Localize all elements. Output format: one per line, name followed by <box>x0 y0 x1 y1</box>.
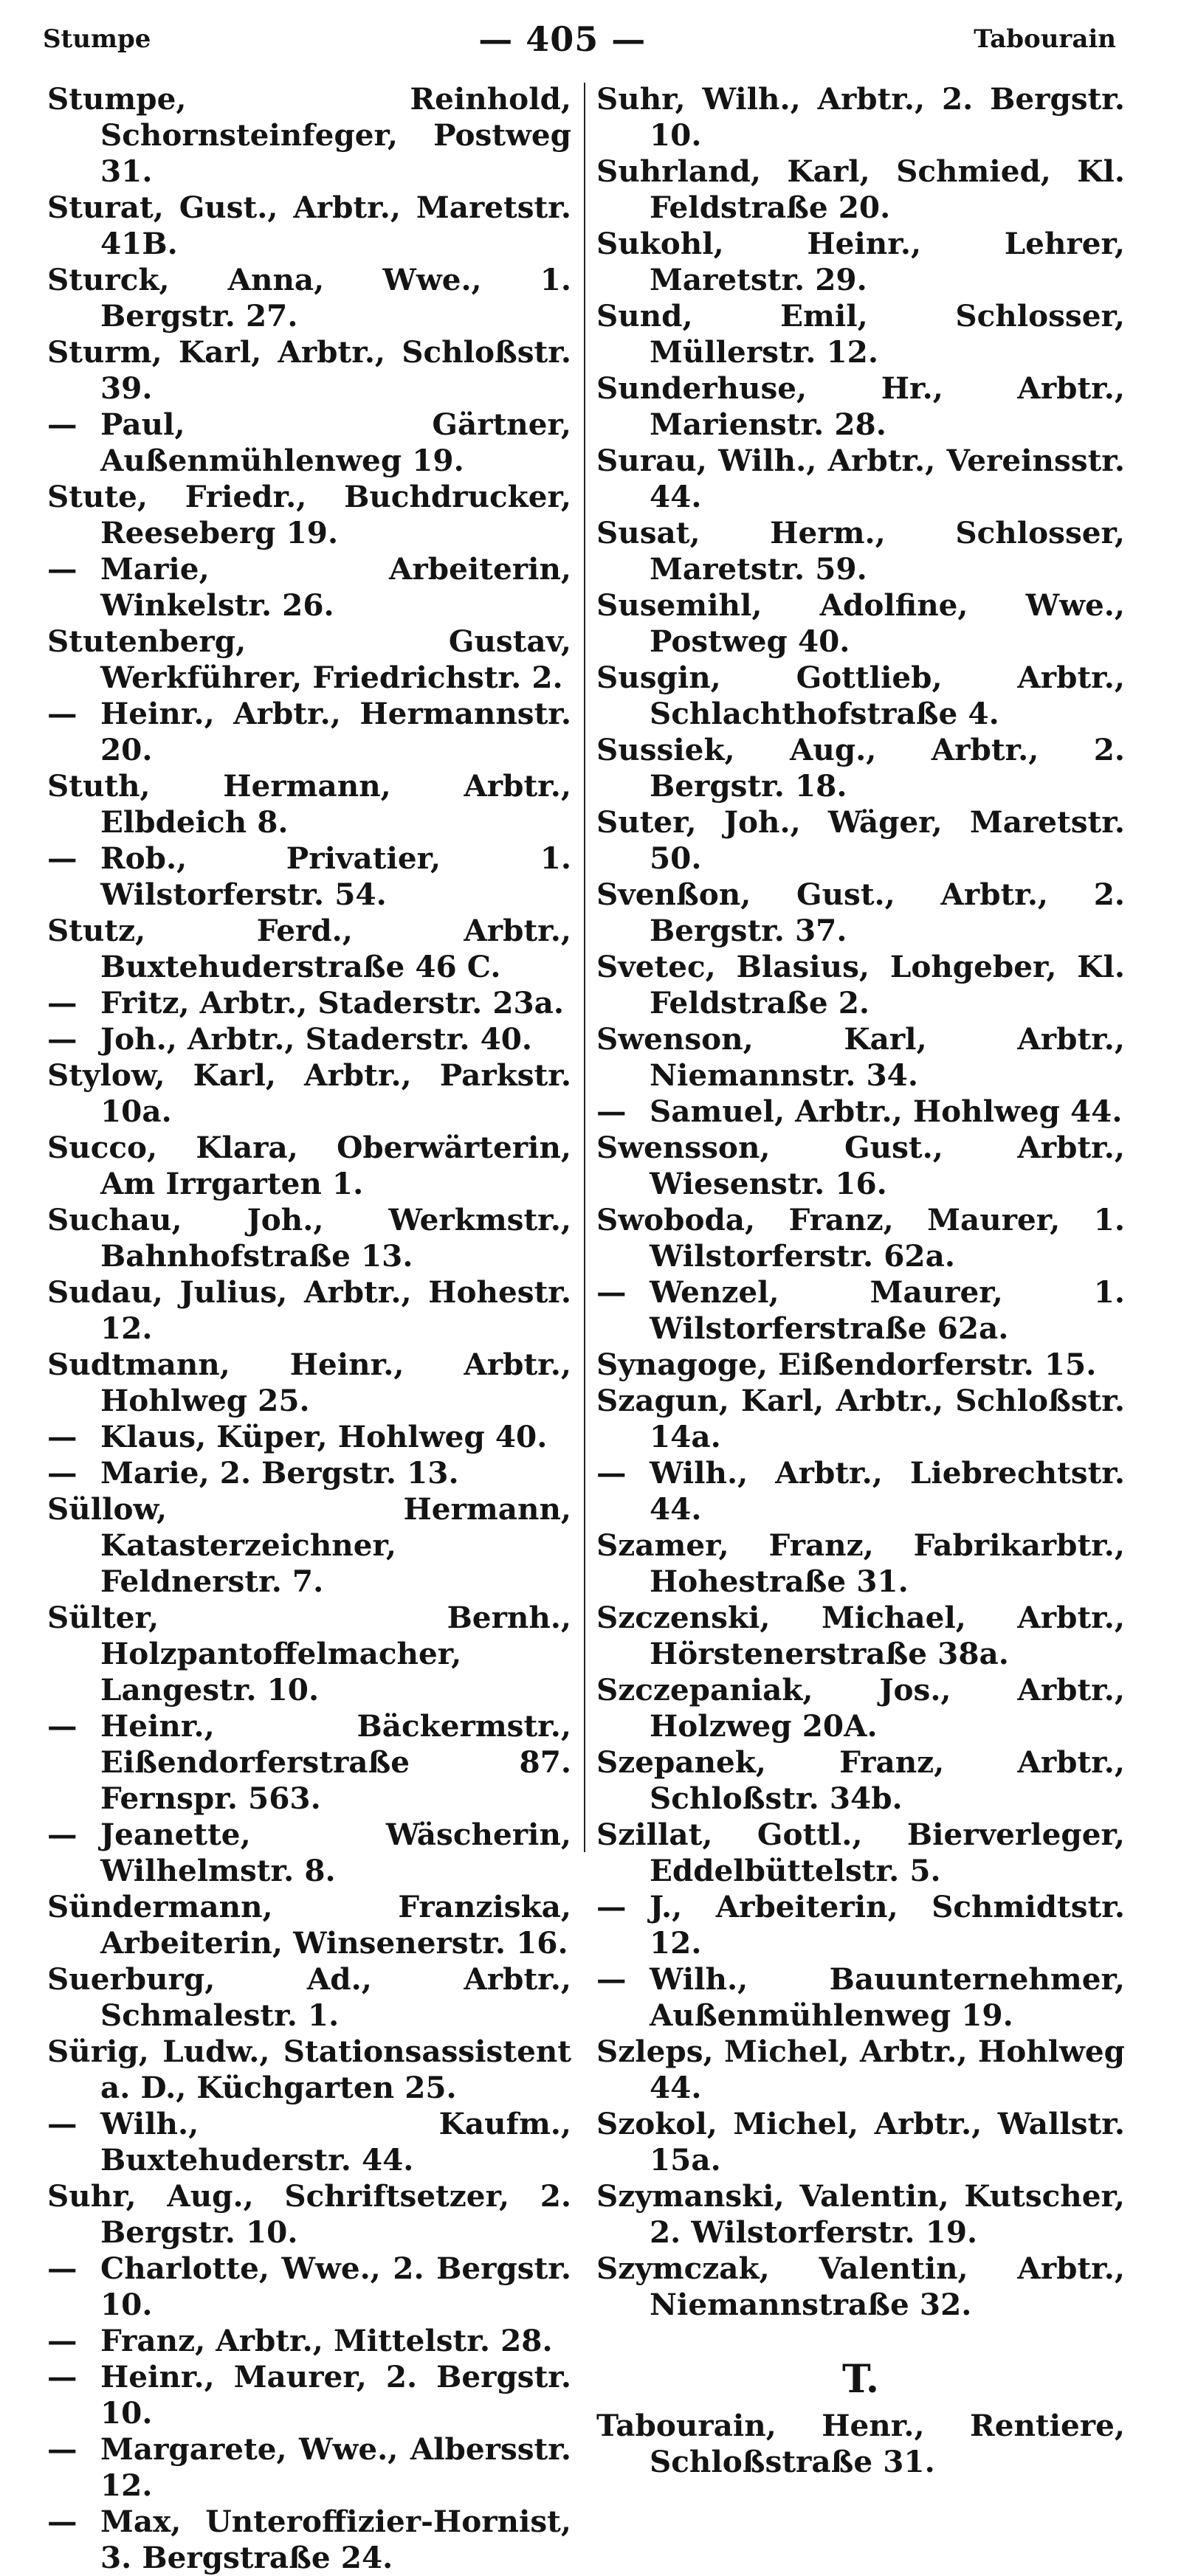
ditto-dash: — <box>47 1708 78 1744</box>
directory-entry <box>596 1672 1125 1744</box>
ditto-dash: — <box>47 1817 78 1852</box>
entry-text: Sündermann, Franziska, Arbeiterin, Winsenerstr. 16. <box>47 1889 571 1961</box>
entry-text: Rob., Privatier, 1. Wilstorferstr. 54. <box>100 840 571 912</box>
entry-text: Sturck, Anna, Wwe., 1. Bergstr. 27. <box>47 262 571 334</box>
entry-text: Svetec, Blasius, Lohgeber, Kl. Feldstraße 2. <box>596 949 1125 1021</box>
entry-text: Sturat, Gust., Arbtr., Maretstr. 41B. <box>47 190 571 261</box>
directory-entry <box>596 1274 1125 1347</box>
directory-entry <box>47 1347 571 1419</box>
ditto-dash: — <box>47 407 78 442</box>
entry-text: Szagun, Karl, Arbtr., Schloßstr. 14a. <box>596 1383 1125 1454</box>
ditto-dash: — <box>47 840 78 876</box>
directory-entry <box>47 1057 571 1130</box>
entry-text: Samuel, Arbtr., Hohlweg 44. <box>650 1094 1123 1129</box>
entry-text: Paul, Gärtner, Außenmühlenweg 19. <box>100 407 571 478</box>
entry-text: Szillat, Gottl., Bierverleger, Eddelbüttelstr. 5. <box>596 1817 1125 1888</box>
entry-text: Fritz, Arbtr., Staderstr. 23a. <box>100 985 565 1021</box>
entry-text: Heinr., Bäckermstr., Eißendorferstraße 87. Fernspr. 563. <box>100 1708 571 1816</box>
directory-entry <box>596 1817 1125 1889</box>
entry-text: Surau, Wilh., Arbtr., Vereinsstr. 44. <box>596 443 1125 514</box>
directory-entry <box>47 1708 571 1817</box>
directory-entry <box>47 551 571 624</box>
directory-entry <box>47 1889 571 1961</box>
entry-text: Swenson, Karl, Arbtr., Niemannstr. 34. <box>596 1021 1125 1093</box>
entry-text: Heinr., Maurer, 2. Bergstr. 10. <box>100 2359 571 2431</box>
entry-text: Szczepaniak, Jos., Arbtr., Holzweg 20A. <box>596 1672 1125 1744</box>
ditto-dash: — <box>47 1419 78 1454</box>
directory-entry <box>596 1021 1125 1094</box>
directory-entry <box>47 2178 571 2251</box>
column-divider <box>584 83 585 1852</box>
header-left-catchword: Stumpe <box>43 24 151 54</box>
directory-entry <box>596 1202 1125 1274</box>
directory-entry <box>596 1744 1125 1817</box>
entry-text: Stylow, Karl, Arbtr., Parkstr. 10a. <box>47 1057 571 1129</box>
right-column-entries-after <box>596 2408 1125 2480</box>
ditto-dash: — <box>596 1274 627 1310</box>
entry-text: Charlotte, Wwe., 2. Bergstr. 10. <box>100 2251 571 2322</box>
directory-entry <box>596 1961 1125 2034</box>
entry-text: Stute, Friedr., Buchdrucker, Reeseberg 19. <box>47 479 571 550</box>
entry-text: Suerburg, Ad., Arbtr., Schmalestr. 1. <box>47 1961 571 2033</box>
directory-entry <box>47 1021 571 1057</box>
entry-text: Franz, Arbtr., Mittelstr. 28. <box>100 2323 553 2358</box>
entry-text: Jeanette, Wäscherin, Wilhelmstr. 8. <box>100 1817 571 1888</box>
directory-entry <box>47 262 571 334</box>
entry-text: Sturm, Karl, Arbtr., Schloßstr. 39. <box>47 334 571 406</box>
directory-entry <box>596 298 1125 370</box>
entry-text: Sürig, Ludw., Stationsassistent a. D., Küchgarten 25. <box>47 2034 571 2105</box>
directory-entry <box>47 696 571 768</box>
entry-text: Suhrland, Karl, Schmied, Kl. Feldstraße 20. <box>596 153 1125 225</box>
directory-entry <box>596 1130 1125 1202</box>
entry-text: Susgin, Gottlieb, Arbtr., Schlachthofstraße 4. <box>596 660 1125 731</box>
entry-text: Szczenski, Michael, Arbtr., Hörstenerstraße 38a. <box>596 1600 1125 1671</box>
entry-text: Svenßon, Gust., Arbtr., 2. Bergstr. 37. <box>596 877 1125 948</box>
directory-entry <box>47 624 571 696</box>
directory-entry <box>47 768 571 840</box>
directory-entry <box>47 1130 571 1202</box>
directory-entry <box>47 2323 571 2359</box>
entry-text: Suhr, Aug., Schriftsetzer, 2. Bergstr. 10. <box>47 2178 571 2250</box>
directory-entry <box>596 1889 1125 1961</box>
entry-text: Marie, 2. Bergstr. 13. <box>100 1455 459 1491</box>
directory-entry <box>596 2106 1125 2178</box>
directory-entry <box>596 804 1125 877</box>
entry-text: Stumpe, Reinhold, Schornsteinfeger, Postweg 31. <box>47 81 571 189</box>
ditto-dash: — <box>47 1455 78 1491</box>
entry-text: J., Arbeiterin, Schmidtstr. 12. <box>650 1889 1125 1961</box>
directory-entry <box>596 732 1125 804</box>
entry-text: Synagoge, Eißendorferstr. 15. <box>596 1347 1097 1382</box>
directory-entry <box>596 153 1125 226</box>
directory-entry <box>47 1202 571 1274</box>
directory-entry <box>596 2178 1125 2251</box>
directory-entry <box>47 1455 571 1491</box>
directory-entry <box>596 877 1125 949</box>
entry-text: Sunderhuse, Hr., Arbtr., Marienstr. 28. <box>596 370 1125 442</box>
directory-entry <box>596 1455 1125 1527</box>
ditto-dash: — <box>47 696 78 731</box>
entry-text: Suchau, Joh., Werkmstr., Bahnhofstraße 13. <box>47 1202 571 1274</box>
ditto-dash: — <box>596 1094 627 1129</box>
entry-text: Wilh., Bauunternehmer, Außenmühlenweg 19. <box>650 1961 1125 2033</box>
entry-text: Susat, Herm., Schlosser, Maretstr. 59. <box>596 515 1125 587</box>
entry-text: Swensson, Gust., Arbtr., Wiesenstr. 16. <box>596 1130 1125 1201</box>
entry-text: Szamer, Franz, Fabrikarbtr., Hohestraße 31. <box>596 1527 1125 1599</box>
directory-entry <box>47 1817 571 1889</box>
entry-text: Sund, Emil, Schlosser, Müllerstr. 12. <box>596 298 1125 370</box>
ditto-dash: — <box>596 1961 627 1997</box>
directory-entry <box>596 949 1125 1021</box>
section-letter: T. <box>841 2357 880 2402</box>
entry-text: Sülter, Bernh., Holzpantoffelmacher, Langestr. 10. <box>47 1600 571 1707</box>
entry-text: Tabourain, Henr., Rentiere, Schloßstraße 31. <box>596 2408 1125 2479</box>
directory-entry <box>596 1094 1125 1130</box>
directory-entry <box>596 1527 1125 1600</box>
directory-entry <box>596 370 1125 443</box>
page-number: — 405 — <box>478 19 647 59</box>
directory-entry <box>596 1383 1125 1455</box>
ditto-dash: — <box>47 2504 78 2539</box>
directory-entry <box>47 334 571 407</box>
directory-entry <box>596 660 1125 732</box>
directory-entry <box>596 1600 1125 1672</box>
directory-entry <box>47 2034 571 2106</box>
directory-entry <box>596 2034 1125 2106</box>
entry-text: Wilh., Arbtr., Liebrechtstr. 44. <box>650 1455 1125 1527</box>
directory-entry <box>47 190 571 262</box>
left-column <box>47 81 571 2576</box>
ditto-dash: — <box>47 985 78 1021</box>
directory-entry <box>47 1274 571 1347</box>
ditto-dash: — <box>596 1455 627 1491</box>
entry-text: Sudau, Julius, Arbtr., Hohestr. 12. <box>47 1274 571 1346</box>
entry-text: Klaus, Küper, Hohlweg 40. <box>100 1419 548 1454</box>
directory-entry <box>47 2504 571 2576</box>
entry-text: Margarete, Wwe., Albersstr. 12. <box>100 2431 571 2503</box>
directory-entry <box>47 985 571 1021</box>
entry-text: Süllow, Hermann, Katasterzeichner, Feldnerstr. 7. <box>47 1491 571 1599</box>
directory-entry <box>596 587 1125 660</box>
entry-text: Szepanek, Franz, Arbtr., Schloßstr. 34b. <box>596 1744 1125 1816</box>
entry-text: Heinr., Arbtr., Hermannstr. 20. <box>100 696 571 767</box>
ditto-dash: — <box>47 551 78 587</box>
ditto-dash: — <box>47 2251 78 2286</box>
directory-entry <box>47 1961 571 2034</box>
entry-text: Wenzel, Maurer, 1. Wilstorferstraße 62a. <box>650 1274 1125 1346</box>
entry-text: Joh., Arbtr., Staderstr. 40. <box>100 1021 533 1057</box>
page-header <box>43 13 1116 65</box>
directory-entry <box>596 443 1125 515</box>
entry-text: Stuth, Hermann, Arbtr., Elbdeich 8. <box>47 768 571 840</box>
ditto-dash: — <box>47 1021 78 1057</box>
directory-entry <box>596 1347 1125 1383</box>
directory-entry <box>596 515 1125 587</box>
directory-entry <box>47 81 571 190</box>
entry-text: Suter, Joh., Wäger, Maretstr. 50. <box>596 804 1125 876</box>
entry-text: Succo, Klara, Oberwärterin, Am Irrgarten 1. <box>47 1130 571 1201</box>
ditto-dash: — <box>47 2106 78 2141</box>
directory-entry <box>47 1491 571 1600</box>
header-right-catchword: Tabourain <box>974 24 1116 54</box>
directory-entry <box>47 2106 571 2178</box>
directory-entry <box>47 913 571 985</box>
directory-entry <box>596 2251 1125 2323</box>
directory-entry <box>47 1419 571 1455</box>
entry-text: Szleps, Michel, Arbtr., Hohlweg 44. <box>596 2034 1125 2105</box>
entry-text: Suhr, Wilh., Arbtr., 2. Bergstr. 10. <box>596 81 1125 153</box>
directory-entry <box>596 226 1125 298</box>
entry-text: Szymanski, Valentin, Kutscher, 2. Wilstorferstr. 19. <box>596 2178 1125 2250</box>
directory-entry <box>596 2408 1125 2480</box>
entry-text: Sudtmann, Heinr., Arbtr., Hohlweg 25. <box>47 1347 571 1418</box>
directory-entry <box>596 81 1125 153</box>
entry-text: Szymczak, Valentin, Arbtr., Niemannstraße 32. <box>596 2251 1125 2322</box>
ditto-dash: — <box>596 1889 627 1924</box>
entry-text: Stutenberg, Gustav, Werkführer, Friedrichstr. 2. <box>47 624 571 695</box>
entry-text: Wilh., Kaufm., Buxtehuderstr. 44. <box>100 2106 571 2178</box>
entry-text: Sussiek, Aug., Arbtr., 2. Bergstr. 18. <box>596 732 1125 804</box>
entry-text: Szokol, Michel, Arbtr., Wallstr. 15a. <box>596 2106 1125 2178</box>
directory-entry <box>47 2359 571 2431</box>
directory-entry <box>47 1600 571 1708</box>
entry-text: Stutz, Ferd., Arbtr., Buxtehuderstraße 46 C. <box>47 913 571 984</box>
ditto-dash: — <box>47 2323 78 2358</box>
directory-entry <box>47 479 571 551</box>
directory-entry <box>47 2251 571 2323</box>
directory-entry <box>47 407 571 479</box>
entry-text: Sukohl, Heinr., Lehrer, Maretstr. 29. <box>596 226 1125 297</box>
directory-entry <box>47 840 571 913</box>
directory-entry <box>47 2431 571 2504</box>
entry-text: Swoboda, Franz, Maurer, 1. Wilstorferstr. 62a. <box>596 1202 1125 1274</box>
ditto-dash: — <box>47 2431 78 2467</box>
entry-text: Max, Unteroffizier-Hornist, 3. Bergstraße 24. <box>100 2504 571 2575</box>
entry-text: Susemihl, Adolfine, Wwe., Postweg 40. <box>596 587 1125 659</box>
entry-text: Marie, Arbeiterin, Winkelstr. 26. <box>100 551 571 623</box>
right-column-entries <box>596 81 1125 2323</box>
ditto-dash: — <box>47 2359 78 2394</box>
right-column <box>596 81 1125 2480</box>
